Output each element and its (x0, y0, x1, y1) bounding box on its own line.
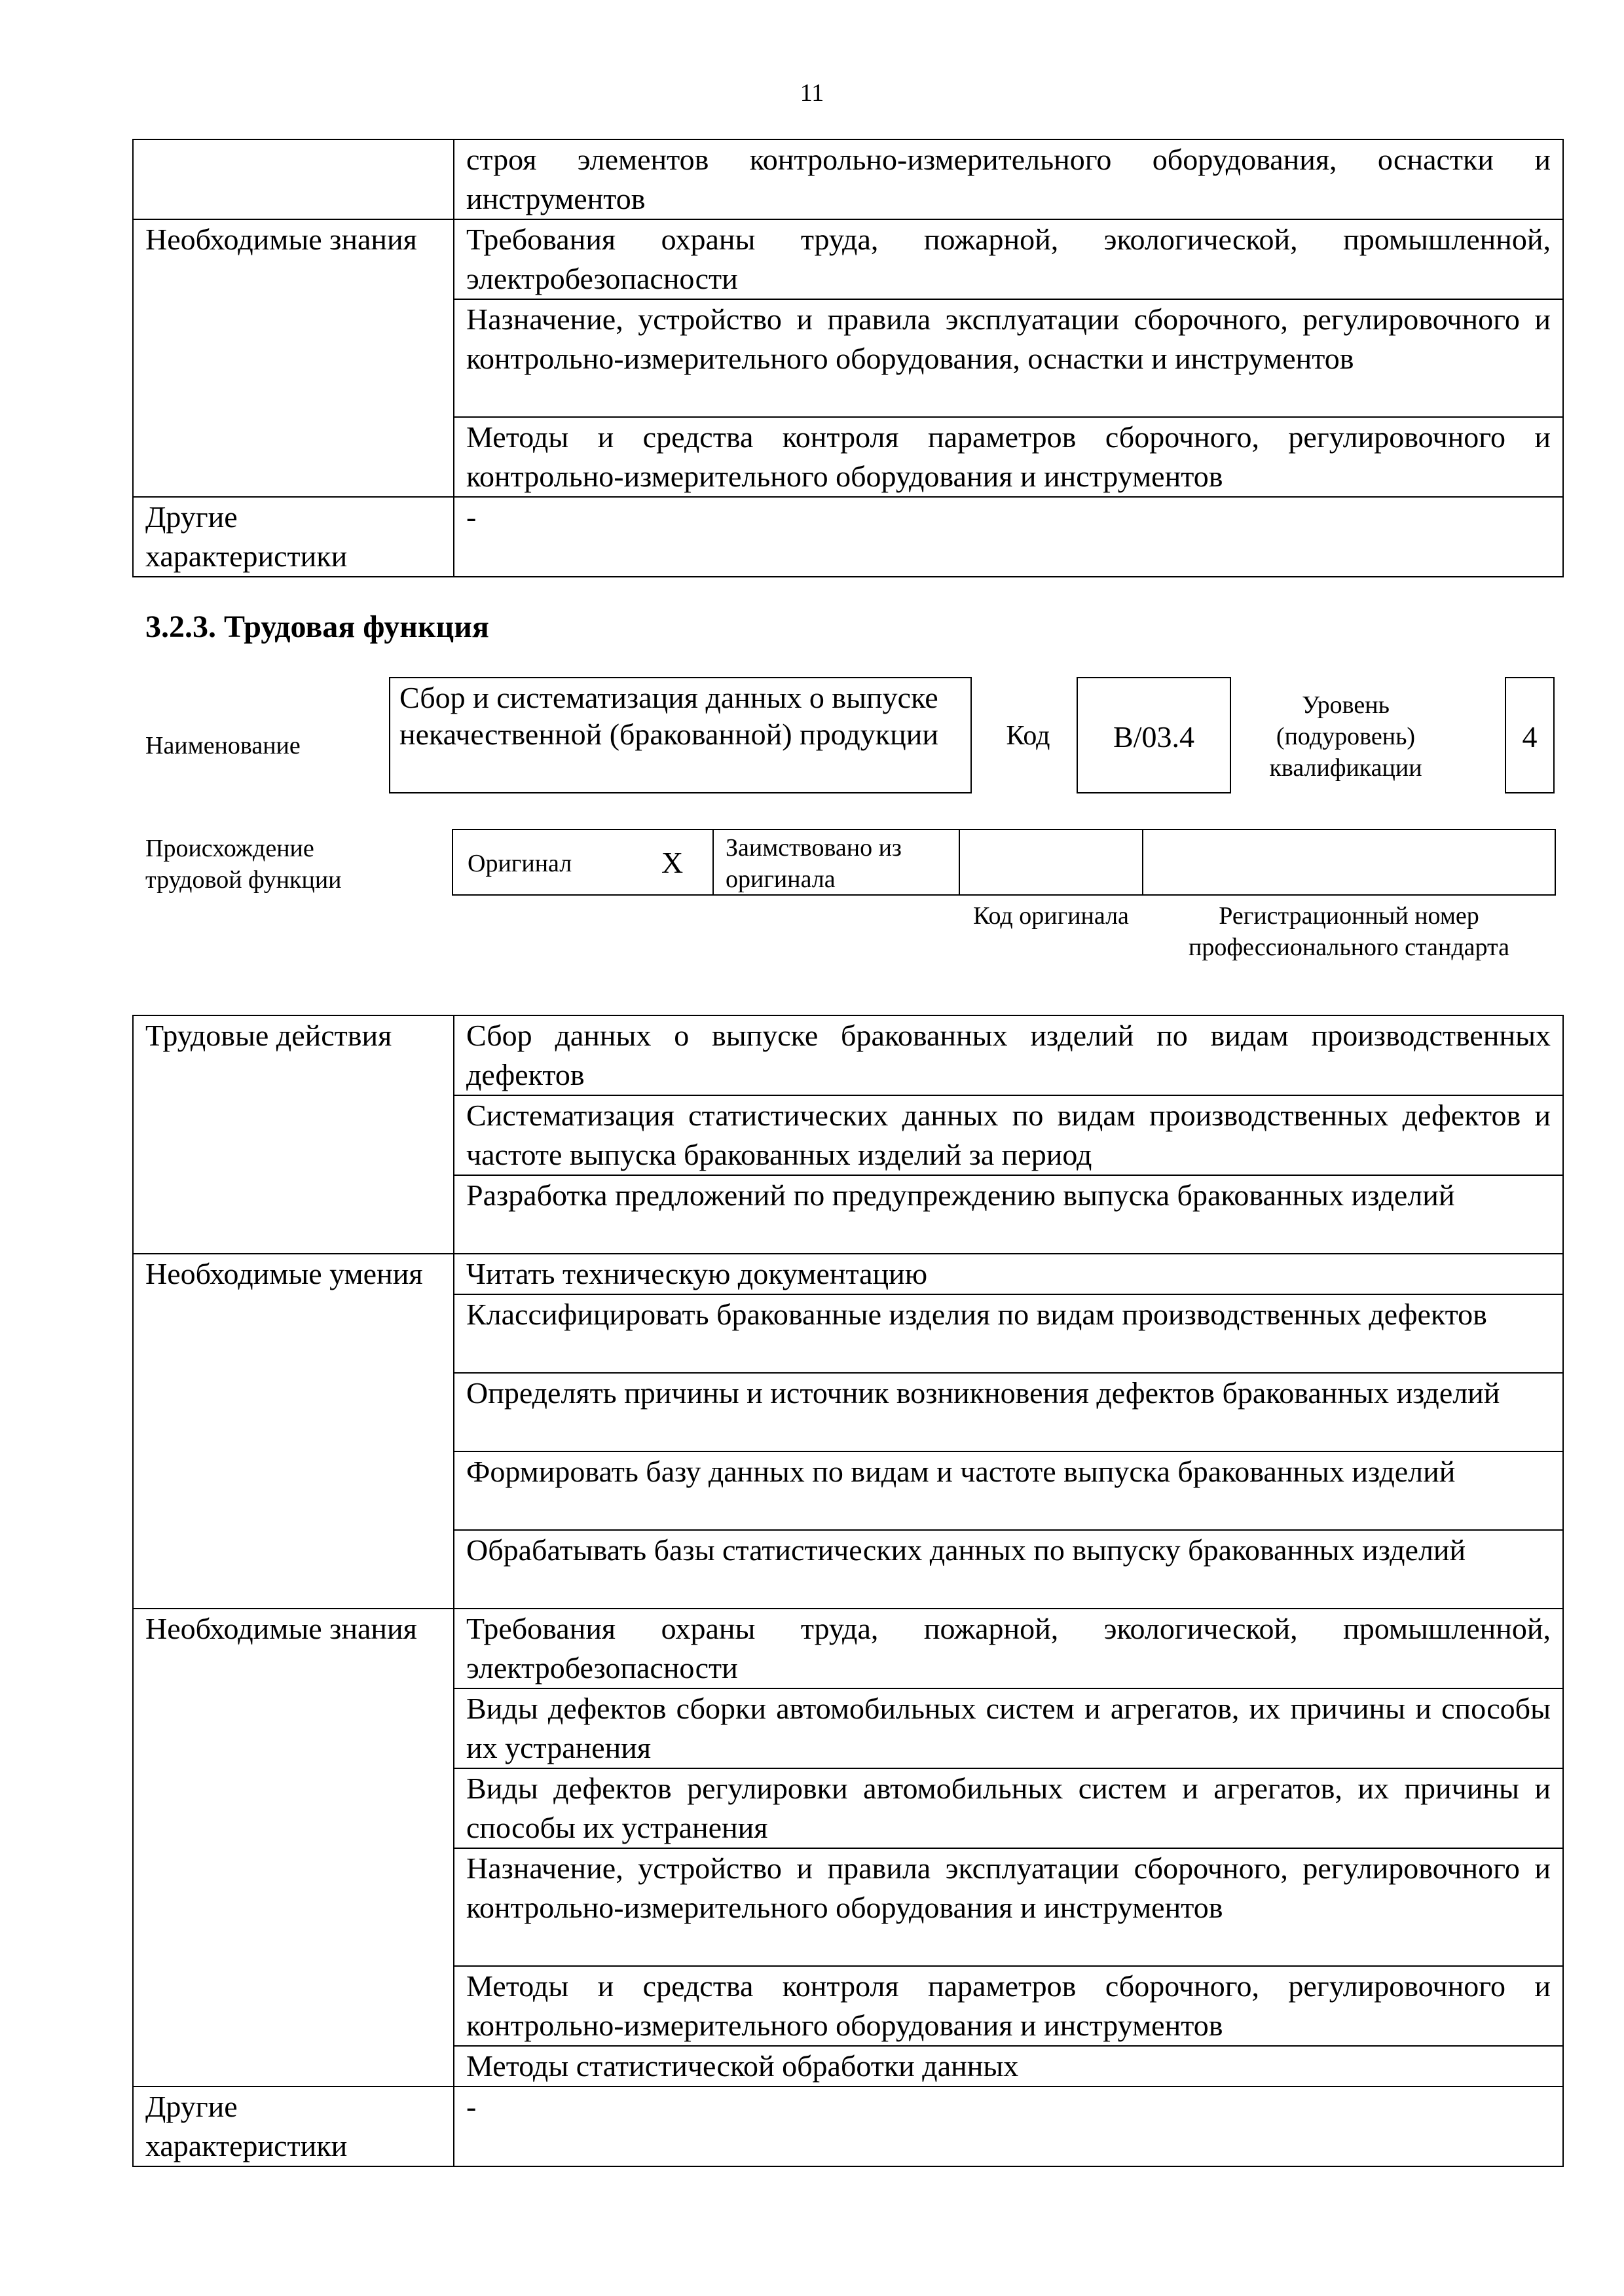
row-text: Сбор данных о выпуске бракованных изделий по видам производственных дефектов (454, 1015, 1563, 1095)
reg-number-box (1142, 829, 1556, 896)
row-text: Требования охраны труда, пожарной, экологической, промышленной, электробезопасности (454, 219, 1563, 299)
table-row (133, 219, 1563, 299)
code-value: B/03.4 (1113, 720, 1194, 754)
row-text: Обрабатывать базы статистических данных по выпуску бракованных изделий (454, 1530, 1563, 1609)
competency-table-continued (132, 139, 1564, 577)
row-text: - (454, 2086, 1563, 2166)
original-code-box (959, 829, 1143, 896)
row-text: строя элементов контрольно-измерительного оборудования, оснастки и инструментов (454, 139, 1563, 219)
page-number: 11 (800, 79, 824, 107)
borrowed-box (712, 829, 960, 896)
row-text: Определять причины и источник возникновения дефектов бракованных изделий (454, 1373, 1563, 1451)
row-label-other: Другие характеристики (133, 2086, 454, 2166)
origin-label: Происхождение трудовой функции (145, 835, 342, 894)
original-mark: X (661, 846, 684, 879)
table-row (133, 497, 1563, 577)
table-row (133, 1609, 1563, 1688)
table-row (133, 1254, 1563, 1294)
row-text: Методы статистической обработки данных (454, 2046, 1563, 2086)
level-label: Уровень (подуровень) квалификации (1269, 691, 1422, 782)
original-label: Оригинал (468, 850, 572, 877)
row-text: Систематизация статистических данных по видам производственных дефектов и частоте выпуска бракованных изделий за период (454, 1095, 1563, 1175)
section-title: 3.2.3. Трудовая функция (145, 610, 489, 644)
row-text: Требования охраны труда, пожарной, экологической, промышленной, электробезопасности (454, 1609, 1563, 1688)
table-row (133, 2086, 1563, 2166)
row-text: Разработка предложений по предупреждению выпуска бракованных изделий (454, 1175, 1563, 1254)
row-label-knowledge: Необходимые знания (133, 1609, 454, 2086)
row-text: Виды дефектов сборки автомобильных систем и агрегатов, их причины и способы их устранения (454, 1688, 1563, 1768)
row-text: Назначение, устройство и правила эксплуатации сборочного, регулировочного и контрольно-измерительного оборудования, оснастки и инструментов (454, 299, 1563, 417)
row-text: Методы и средства контроля параметров сборочного, регулировочного и контрольно-измерительного оборудования и инструментов (454, 417, 1563, 497)
competency-table (132, 1015, 1564, 2167)
original-code-caption: Код оригинала (973, 902, 1129, 930)
row-label-actions: Трудовые действия (133, 1015, 454, 1254)
function-name-value: Сбор и систематизация данных о выпуске некачественной (бракованной) продукции (399, 681, 938, 751)
table-row (133, 1015, 1563, 1095)
row-label-other: Другие характеристики (133, 497, 454, 577)
row-label-skills: Необходимые умения (133, 1254, 454, 1609)
code-box (1077, 677, 1231, 793)
row-text: Формировать базу данных по видам и частоте выпуска бракованных изделий (454, 1451, 1563, 1530)
row-label-knowledge: Необходимые знания (133, 219, 454, 497)
row-text: Классифицировать бракованные изделия по видам производственных дефектов (454, 1294, 1563, 1373)
code-label: Код (1006, 721, 1050, 751)
row-text: Читать техническую документацию (454, 1254, 1563, 1294)
row-label (133, 139, 454, 219)
borrowed-label: Заимствовано из оригинала (726, 834, 902, 893)
function-name-box (389, 677, 972, 793)
name-label: Наименование (145, 732, 301, 759)
original-box (452, 829, 714, 896)
row-text: Методы и средства контроля параметров сборочного, регулировочного и контрольно-измерительного оборудования и инструментов (454, 1966, 1563, 2046)
table-row (133, 139, 1563, 219)
row-text: Виды дефектов регулировки автомобильных систем и агрегатов, их причины и способы их устранения (454, 1768, 1563, 1848)
reg-number-caption: Регистрационный номер профессионального стандарта (1189, 902, 1509, 961)
row-text: Назначение, устройство и правила эксплуатации сборочного, регулировочного и контрольно-измерительного оборудования и инструментов (454, 1848, 1563, 1966)
row-text: - (454, 497, 1563, 577)
level-box (1505, 677, 1555, 793)
level-value: 4 (1522, 720, 1538, 754)
